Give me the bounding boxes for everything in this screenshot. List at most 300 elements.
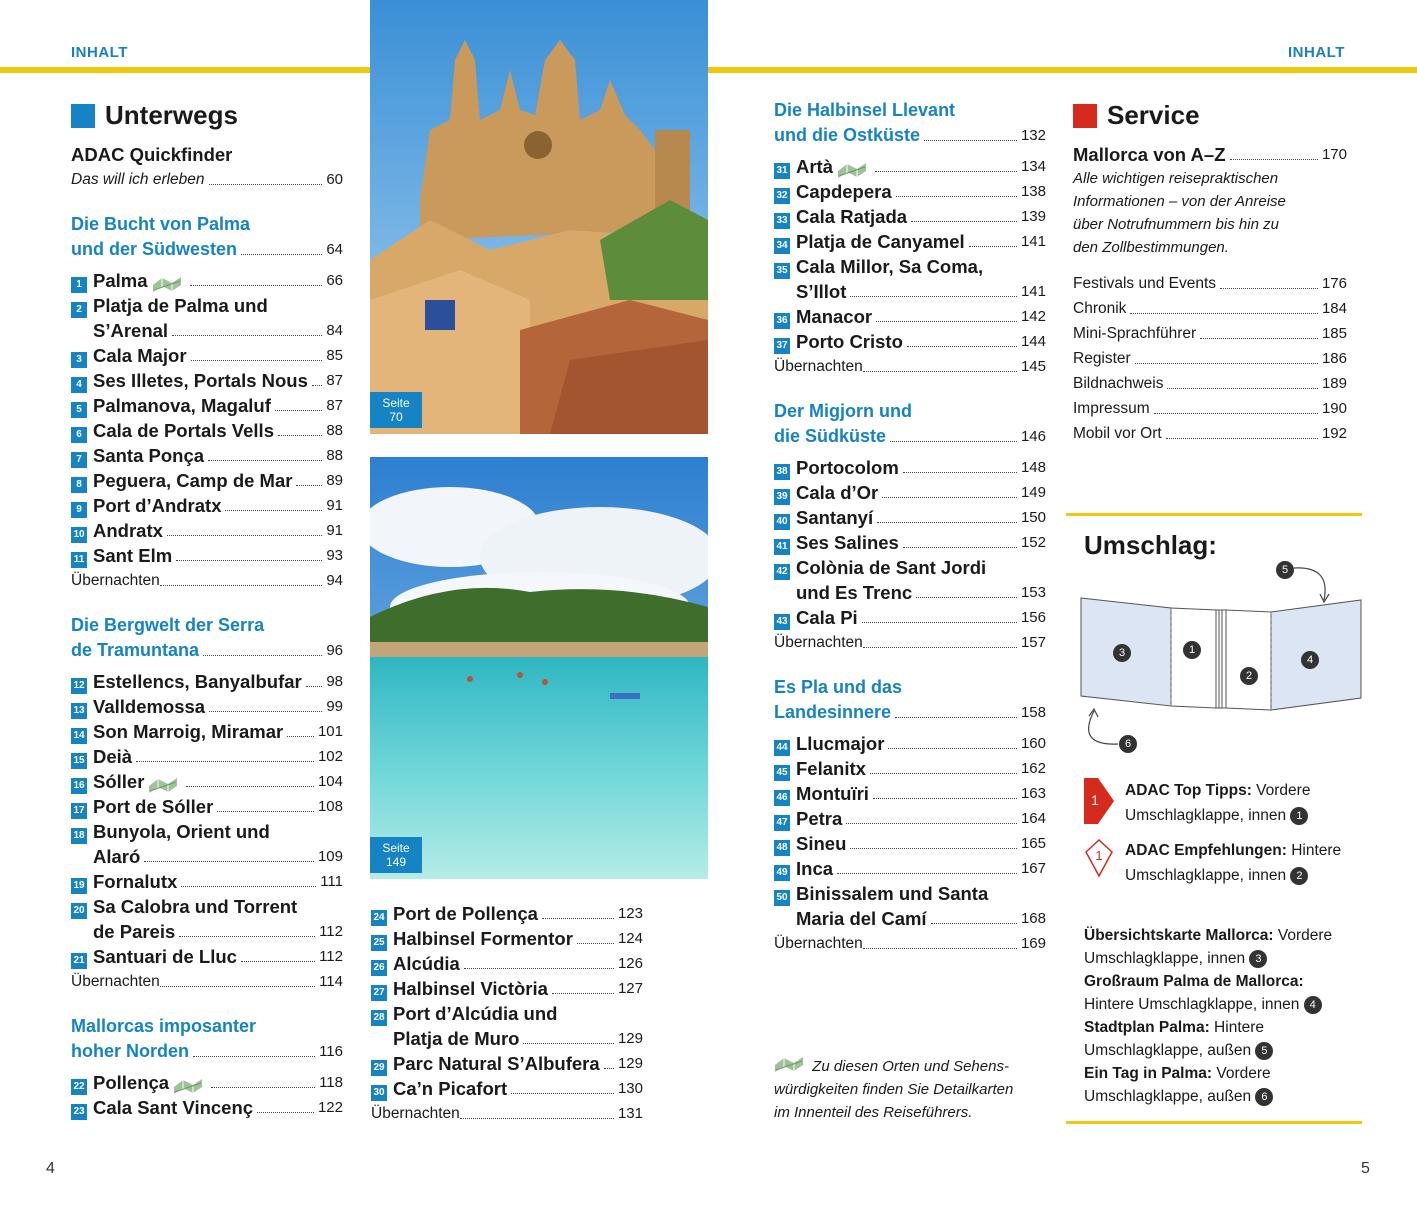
page-number: 66 bbox=[326, 272, 343, 289]
leader bbox=[916, 597, 1017, 598]
entry-name: Capdepera bbox=[796, 181, 892, 202]
leader bbox=[179, 936, 315, 937]
toc-entry[interactable] bbox=[71, 518, 343, 543]
leader bbox=[924, 140, 1017, 141]
region-title-line: Die Bergwelt der Serra bbox=[71, 615, 265, 635]
entry-name: Manacor bbox=[796, 306, 873, 327]
region-title-line: Landesinnere bbox=[774, 702, 892, 722]
entry-name: Fornalutx bbox=[93, 871, 178, 892]
legend-bold: Großraum Palma de Mallorca: bbox=[1084, 973, 1304, 990]
entry-number: 1 bbox=[71, 277, 87, 293]
overnight-label: Übernachten bbox=[774, 935, 863, 952]
overnight-row[interactable] bbox=[71, 969, 343, 994]
page-number: 130 bbox=[617, 1080, 643, 1097]
entry-number: 39 bbox=[774, 489, 790, 505]
page-number: 101 bbox=[317, 723, 343, 740]
page-number: 118 bbox=[319, 1074, 343, 1091]
entry-number: 3 bbox=[71, 352, 87, 368]
legend-badge: 6 bbox=[1255, 1088, 1273, 1106]
page-number: 145 bbox=[1020, 358, 1046, 375]
overnight-label: Übernachten bbox=[371, 1105, 460, 1122]
entry-number: 50 bbox=[774, 890, 790, 906]
page-ref-badge bbox=[370, 837, 422, 873]
service-item[interactable] bbox=[1073, 271, 1347, 296]
toc-entry[interactable] bbox=[71, 543, 343, 568]
legend-text: Umschlagklappe, innen bbox=[1125, 807, 1287, 824]
entry-number: 25 bbox=[371, 935, 387, 951]
region-title[interactable] bbox=[71, 613, 343, 638]
service-label: Mobil vor Ort bbox=[1073, 425, 1162, 442]
page-number: 96 bbox=[326, 642, 343, 659]
entry-name: Sa Calobra und Torrent bbox=[93, 896, 298, 917]
toc-entry[interactable] bbox=[774, 881, 1046, 906]
page-number: 127 bbox=[617, 980, 643, 997]
entry-name: Halbinsel Victòria bbox=[393, 978, 548, 999]
toc-entry[interactable] bbox=[71, 368, 343, 393]
leader bbox=[1230, 159, 1318, 160]
toc-entry[interactable] bbox=[371, 901, 643, 926]
entry-name: de Pareis bbox=[93, 921, 176, 942]
toc-entry[interactable] bbox=[71, 744, 343, 769]
leader bbox=[1167, 388, 1318, 389]
entry-name: Estellencs, Banyalbufar bbox=[93, 671, 302, 692]
page-number: 150 bbox=[1020, 509, 1046, 526]
leader bbox=[903, 472, 1017, 473]
page-number: 141 bbox=[1020, 233, 1046, 250]
toc-entry[interactable] bbox=[71, 493, 343, 518]
legend-text: Vordere bbox=[1273, 927, 1333, 944]
leader bbox=[1220, 288, 1318, 289]
service-item[interactable] bbox=[1073, 296, 1347, 321]
desc-line: den Zollbestimmungen. bbox=[1073, 239, 1229, 256]
map-note bbox=[774, 1055, 1064, 1124]
page-number: 129 bbox=[617, 1055, 643, 1072]
leader bbox=[241, 961, 315, 962]
leader bbox=[552, 993, 614, 994]
leader bbox=[241, 254, 322, 255]
umschlag-rule-bottom bbox=[1066, 1121, 1362, 1124]
region-title[interactable] bbox=[774, 700, 1046, 725]
leader bbox=[167, 535, 322, 536]
entry-number: 46 bbox=[774, 790, 790, 806]
cover-map-item bbox=[1084, 924, 1374, 970]
map-note-line: im Innenteil des Reiseführers. bbox=[774, 1104, 973, 1121]
entry-name: Cala Millor, Sa Coma, bbox=[796, 256, 984, 277]
page-number: 116 bbox=[319, 1043, 343, 1060]
entry-name: Platja de Muro bbox=[393, 1028, 520, 1049]
toc-entry[interactable] bbox=[774, 806, 1046, 831]
entry-number: 15 bbox=[71, 753, 87, 769]
entry-name: Platja de Palma und bbox=[93, 295, 268, 316]
leader bbox=[312, 385, 322, 386]
entry-name: Santanyí bbox=[796, 507, 874, 528]
page-number: 144 bbox=[1020, 333, 1046, 350]
leader bbox=[136, 761, 314, 762]
entry-number: 38 bbox=[774, 464, 790, 480]
leader bbox=[907, 346, 1017, 347]
toc-entry[interactable] bbox=[71, 869, 343, 894]
service-item[interactable] bbox=[1073, 346, 1347, 371]
leader bbox=[863, 647, 1017, 648]
leader bbox=[160, 986, 315, 987]
photo-cathedral bbox=[370, 0, 708, 434]
entry-number: 33 bbox=[774, 213, 790, 229]
entry-name: Cala Major bbox=[93, 345, 187, 366]
entry-number: 9 bbox=[71, 502, 87, 518]
overnight-label: Übernachten bbox=[774, 634, 863, 651]
toc-entry[interactable] bbox=[774, 530, 1046, 555]
page-number: 123 bbox=[617, 905, 643, 922]
page-number: 112 bbox=[319, 923, 343, 940]
entry-number: 32 bbox=[774, 188, 790, 204]
toc-entry[interactable] bbox=[71, 268, 343, 293]
toc-entry[interactable] bbox=[71, 318, 343, 343]
page-number: 87 bbox=[326, 397, 343, 414]
region-title[interactable] bbox=[774, 675, 1046, 700]
legend-badge: 1 bbox=[1290, 807, 1308, 825]
leader bbox=[208, 460, 322, 461]
leader bbox=[181, 886, 316, 887]
region-title-line: Der Migjorn und bbox=[774, 401, 912, 421]
toc-entry[interactable] bbox=[71, 794, 343, 819]
legend-text: Umschlagklappe, innen bbox=[1084, 950, 1246, 967]
toc-entry[interactable] bbox=[371, 1051, 643, 1076]
page-number: 134 bbox=[1020, 158, 1046, 175]
entry-number: 14 bbox=[71, 728, 87, 744]
region-block bbox=[71, 613, 343, 994]
toc-entry[interactable] bbox=[774, 304, 1046, 329]
toc-entry[interactable] bbox=[71, 393, 343, 418]
toc-entry[interactable] bbox=[774, 580, 1046, 605]
entry-number: 24 bbox=[371, 910, 387, 926]
legend-text: Hintere bbox=[1209, 1019, 1265, 1036]
toc-entry[interactable] bbox=[71, 1070, 343, 1095]
entry-name: Cala Ratjada bbox=[796, 206, 908, 227]
page-number: 131 bbox=[617, 1105, 643, 1122]
leader bbox=[873, 798, 1017, 799]
toc-entry[interactable] bbox=[71, 719, 343, 744]
toc-entry[interactable] bbox=[371, 951, 643, 976]
leader bbox=[306, 686, 323, 687]
page-number: 163 bbox=[1020, 785, 1046, 802]
toc-entry[interactable] bbox=[71, 894, 343, 919]
leader bbox=[1200, 338, 1318, 339]
leader bbox=[1166, 438, 1318, 439]
service-item[interactable] bbox=[1073, 371, 1347, 396]
entry-name: Valldemossa bbox=[93, 696, 206, 717]
region-title[interactable] bbox=[774, 98, 1046, 123]
map-icon bbox=[774, 1055, 804, 1073]
toc-entry[interactable] bbox=[71, 819, 343, 844]
page-number: 164 bbox=[1020, 810, 1046, 827]
region-title[interactable] bbox=[71, 1014, 343, 1039]
leader bbox=[176, 560, 322, 561]
region-title[interactable] bbox=[71, 212, 343, 237]
region-title-line: die Südküste bbox=[774, 426, 887, 446]
page-number: 91 bbox=[326, 522, 343, 539]
toc-entry[interactable] bbox=[774, 179, 1046, 204]
entry-name: Cala Sant Vincenç bbox=[93, 1097, 254, 1118]
legend-text: Hintere Umschlagklappe, innen bbox=[1084, 996, 1300, 1013]
map-icon bbox=[173, 1077, 203, 1095]
page-number: 184 bbox=[1321, 300, 1347, 317]
page-number: 111 bbox=[320, 873, 343, 890]
leader bbox=[511, 1093, 614, 1094]
region-title[interactable] bbox=[71, 1039, 343, 1064]
leader bbox=[888, 748, 1017, 749]
leader bbox=[604, 1068, 614, 1069]
entry-number: 42 bbox=[774, 564, 790, 580]
service-item[interactable] bbox=[1073, 321, 1347, 346]
entry-number: 49 bbox=[774, 865, 790, 881]
entry-name: Maria del Camí bbox=[796, 908, 927, 929]
cathedral-image bbox=[370, 0, 708, 434]
toc-entry[interactable] bbox=[71, 769, 343, 794]
leader bbox=[191, 360, 323, 361]
leader bbox=[862, 622, 1017, 623]
page-number: 102 bbox=[317, 748, 343, 765]
entry-name: Cala de Portals Vells bbox=[93, 420, 274, 441]
entry-number: 31 bbox=[774, 163, 790, 179]
legend-text: Hintere bbox=[1286, 842, 1342, 859]
toc-entry[interactable] bbox=[774, 756, 1046, 781]
legend-bold: ADAC Empfehlungen: bbox=[1125, 842, 1287, 859]
toc-entry[interactable] bbox=[774, 254, 1046, 279]
page-number: 153 bbox=[1020, 584, 1046, 601]
page-number-right: 5 bbox=[1361, 1160, 1370, 1177]
entry-name: und Es Trenc bbox=[796, 582, 913, 603]
toc-entry[interactable] bbox=[71, 443, 343, 468]
page-number: 132 bbox=[1020, 127, 1046, 144]
leader bbox=[911, 221, 1017, 222]
toc-entry[interactable] bbox=[774, 154, 1046, 179]
entry-number: 18 bbox=[71, 828, 87, 844]
toc-entry[interactable] bbox=[71, 1095, 343, 1120]
service-az-desc bbox=[1073, 167, 1347, 259]
entry-name: Halbinsel Formentor bbox=[393, 928, 573, 949]
entry-number: 29 bbox=[371, 1060, 387, 1076]
toc-entry[interactable] bbox=[371, 1026, 643, 1051]
toc-entry[interactable] bbox=[71, 293, 343, 318]
leader bbox=[895, 717, 1017, 718]
toc-entry[interactable] bbox=[774, 831, 1046, 856]
entry-name: Porto Cristo bbox=[796, 331, 903, 352]
overnight-row[interactable] bbox=[774, 354, 1046, 379]
toc-entry[interactable] bbox=[71, 669, 343, 694]
toc-entry[interactable] bbox=[774, 480, 1046, 505]
overnight-row[interactable] bbox=[774, 931, 1046, 956]
leader bbox=[464, 968, 614, 969]
entry-name: Cala Pi bbox=[796, 607, 858, 628]
section-service-heading bbox=[1073, 100, 1200, 131]
quickfinder-title: ADAC Quickfinder bbox=[71, 144, 233, 165]
toc-entry[interactable] bbox=[774, 731, 1046, 756]
entry-name: Llucmajor bbox=[796, 733, 885, 754]
leader bbox=[877, 522, 1017, 523]
entry-number: 30 bbox=[371, 1085, 387, 1101]
service-item[interactable] bbox=[1073, 421, 1347, 446]
toc-entry[interactable] bbox=[71, 919, 343, 944]
entry-number: 4 bbox=[71, 377, 87, 393]
toc-entry[interactable] bbox=[774, 329, 1046, 354]
entry-number: 44 bbox=[774, 740, 790, 756]
header-rule-left bbox=[0, 67, 370, 73]
page-ref-badge bbox=[370, 392, 422, 428]
leader bbox=[1130, 313, 1318, 314]
entry-number: 43 bbox=[774, 614, 790, 630]
page-number: 142 bbox=[1020, 308, 1046, 325]
entry-number: 21 bbox=[71, 953, 87, 969]
legend-badge: 3 bbox=[1249, 950, 1267, 968]
toc-entry[interactable] bbox=[71, 694, 343, 719]
page-number: 129 bbox=[617, 1030, 643, 1047]
page-number: 149 bbox=[1020, 484, 1046, 501]
page-number: 108 bbox=[317, 798, 343, 815]
entry-number: 47 bbox=[774, 815, 790, 831]
section-title: Service bbox=[1107, 100, 1200, 130]
service-az-title: Mallorca von A–Z bbox=[1073, 144, 1226, 165]
leader bbox=[890, 441, 1017, 442]
page-ref-label: Seite bbox=[382, 396, 410, 410]
toc-entry[interactable] bbox=[371, 1001, 643, 1026]
entry-name: Alcúdia bbox=[393, 953, 460, 974]
region-block bbox=[774, 675, 1046, 956]
legend-bold: Ein Tag in Palma: bbox=[1084, 1065, 1213, 1082]
region-block bbox=[71, 212, 343, 593]
region-title-line: hoher Norden bbox=[71, 1041, 190, 1061]
toc-entry[interactable] bbox=[71, 468, 343, 493]
page-number: 93 bbox=[326, 547, 343, 564]
entry-name: Sineu bbox=[796, 833, 847, 854]
region-title[interactable] bbox=[774, 123, 1046, 148]
leader bbox=[296, 485, 322, 486]
entry-number: 11 bbox=[71, 552, 87, 568]
page-number: 87 bbox=[326, 372, 343, 389]
legend-badge: 2 bbox=[1290, 867, 1308, 885]
toc-entry[interactable] bbox=[774, 505, 1046, 530]
entry-name: Palmanova, Magaluf bbox=[93, 395, 271, 416]
map-icon bbox=[148, 776, 178, 794]
header-rule-right bbox=[708, 67, 1417, 73]
page-number: 185 bbox=[1321, 325, 1347, 342]
toc-entry[interactable] bbox=[774, 229, 1046, 254]
page-ref-number: 70 bbox=[389, 410, 403, 424]
region-title[interactable] bbox=[71, 638, 343, 663]
leader bbox=[225, 510, 322, 511]
page-number: 88 bbox=[326, 422, 343, 439]
entry-name: Peguera, Camp de Mar bbox=[93, 470, 293, 491]
entry-number: 34 bbox=[774, 238, 790, 254]
overnight-row[interactable] bbox=[71, 568, 343, 593]
page-number: 146 bbox=[1020, 428, 1046, 445]
entry-name: Deià bbox=[93, 746, 133, 767]
region-list bbox=[71, 212, 343, 1120]
diagram-number-badge: 5 bbox=[1276, 561, 1294, 579]
leader bbox=[969, 246, 1017, 247]
region-title[interactable] bbox=[774, 424, 1046, 449]
leader bbox=[577, 943, 614, 944]
page-number: 84 bbox=[326, 322, 343, 339]
service-items bbox=[1073, 271, 1347, 446]
cover-diagram-labels bbox=[1076, 556, 1366, 756]
entry-name: Port de Sóller bbox=[93, 796, 214, 817]
page-number: 88 bbox=[326, 447, 343, 464]
toc-entry[interactable] bbox=[774, 906, 1046, 931]
quickfinder-row[interactable] bbox=[71, 167, 343, 192]
entry-number: 41 bbox=[774, 539, 790, 555]
page-number: 104 bbox=[317, 773, 343, 790]
desc-line: über Notrufnummern bis hin zu bbox=[1073, 216, 1279, 233]
cover-map-item bbox=[1084, 1016, 1374, 1062]
beach-image bbox=[370, 457, 708, 879]
overnight-label: Übernachten bbox=[774, 358, 863, 375]
toc-entry[interactable] bbox=[774, 279, 1046, 304]
page-number: 162 bbox=[1020, 760, 1046, 777]
diagram-number-badge: 6 bbox=[1119, 735, 1137, 753]
toc-entry[interactable] bbox=[371, 1076, 643, 1101]
region-title-line: und der Südwesten bbox=[71, 239, 238, 259]
toc-entry[interactable] bbox=[371, 976, 643, 1001]
entry-name: Alaró bbox=[93, 846, 141, 867]
toc-entry[interactable] bbox=[774, 781, 1046, 806]
toc-entry[interactable] bbox=[774, 204, 1046, 229]
cover-maps-list bbox=[1084, 924, 1374, 1108]
toc-entry[interactable] bbox=[774, 455, 1046, 480]
entry-number: 23 bbox=[71, 1104, 87, 1120]
service-item[interactable] bbox=[1073, 396, 1347, 421]
region-title[interactable] bbox=[774, 399, 1046, 424]
overnight-row[interactable] bbox=[774, 630, 1046, 655]
quickfinder bbox=[71, 142, 343, 192]
entry-name: Santuari de Lluc bbox=[93, 946, 237, 967]
toc-entry[interactable] bbox=[71, 944, 343, 969]
page-ref-number: 149 bbox=[385, 855, 407, 869]
toc-entry[interactable] bbox=[774, 555, 1046, 580]
region-title[interactable] bbox=[71, 237, 343, 262]
page-number: 85 bbox=[326, 347, 343, 364]
leader bbox=[460, 1118, 614, 1119]
section-unterwegs-heading bbox=[71, 100, 238, 131]
page-number: 186 bbox=[1321, 350, 1347, 367]
service-az-row[interactable] bbox=[1073, 142, 1347, 167]
toc-entry[interactable] bbox=[371, 926, 643, 951]
cover-map-item bbox=[1084, 970, 1374, 1016]
entry-name: Petra bbox=[796, 808, 843, 829]
service-label: Impressum bbox=[1073, 400, 1150, 417]
toc-column-2 bbox=[371, 901, 643, 1126]
entry-number: 6 bbox=[71, 427, 87, 443]
entry-number: 28 bbox=[371, 1010, 387, 1026]
toc-entry[interactable] bbox=[71, 844, 343, 869]
service-label: Chronik bbox=[1073, 300, 1127, 317]
map-note-text bbox=[774, 1055, 1064, 1124]
region-title-line: de Tramuntana bbox=[71, 640, 200, 660]
toc-entry[interactable] bbox=[71, 418, 343, 443]
top-tipps bbox=[1084, 778, 1364, 828]
toc-entry[interactable] bbox=[71, 343, 343, 368]
legend-badge: 5 bbox=[1255, 1042, 1273, 1060]
map-icon bbox=[152, 275, 182, 293]
overnight-row[interactable] bbox=[371, 1101, 643, 1126]
toc-entry[interactable] bbox=[774, 856, 1046, 881]
entry-number: 16 bbox=[71, 778, 87, 794]
entry-number: 35 bbox=[774, 263, 790, 279]
toc-entry[interactable] bbox=[774, 605, 1046, 630]
page-number: 190 bbox=[1321, 400, 1347, 417]
entry-number: 27 bbox=[371, 985, 387, 1001]
entry-number: 13 bbox=[71, 703, 87, 719]
leader bbox=[882, 497, 1017, 498]
